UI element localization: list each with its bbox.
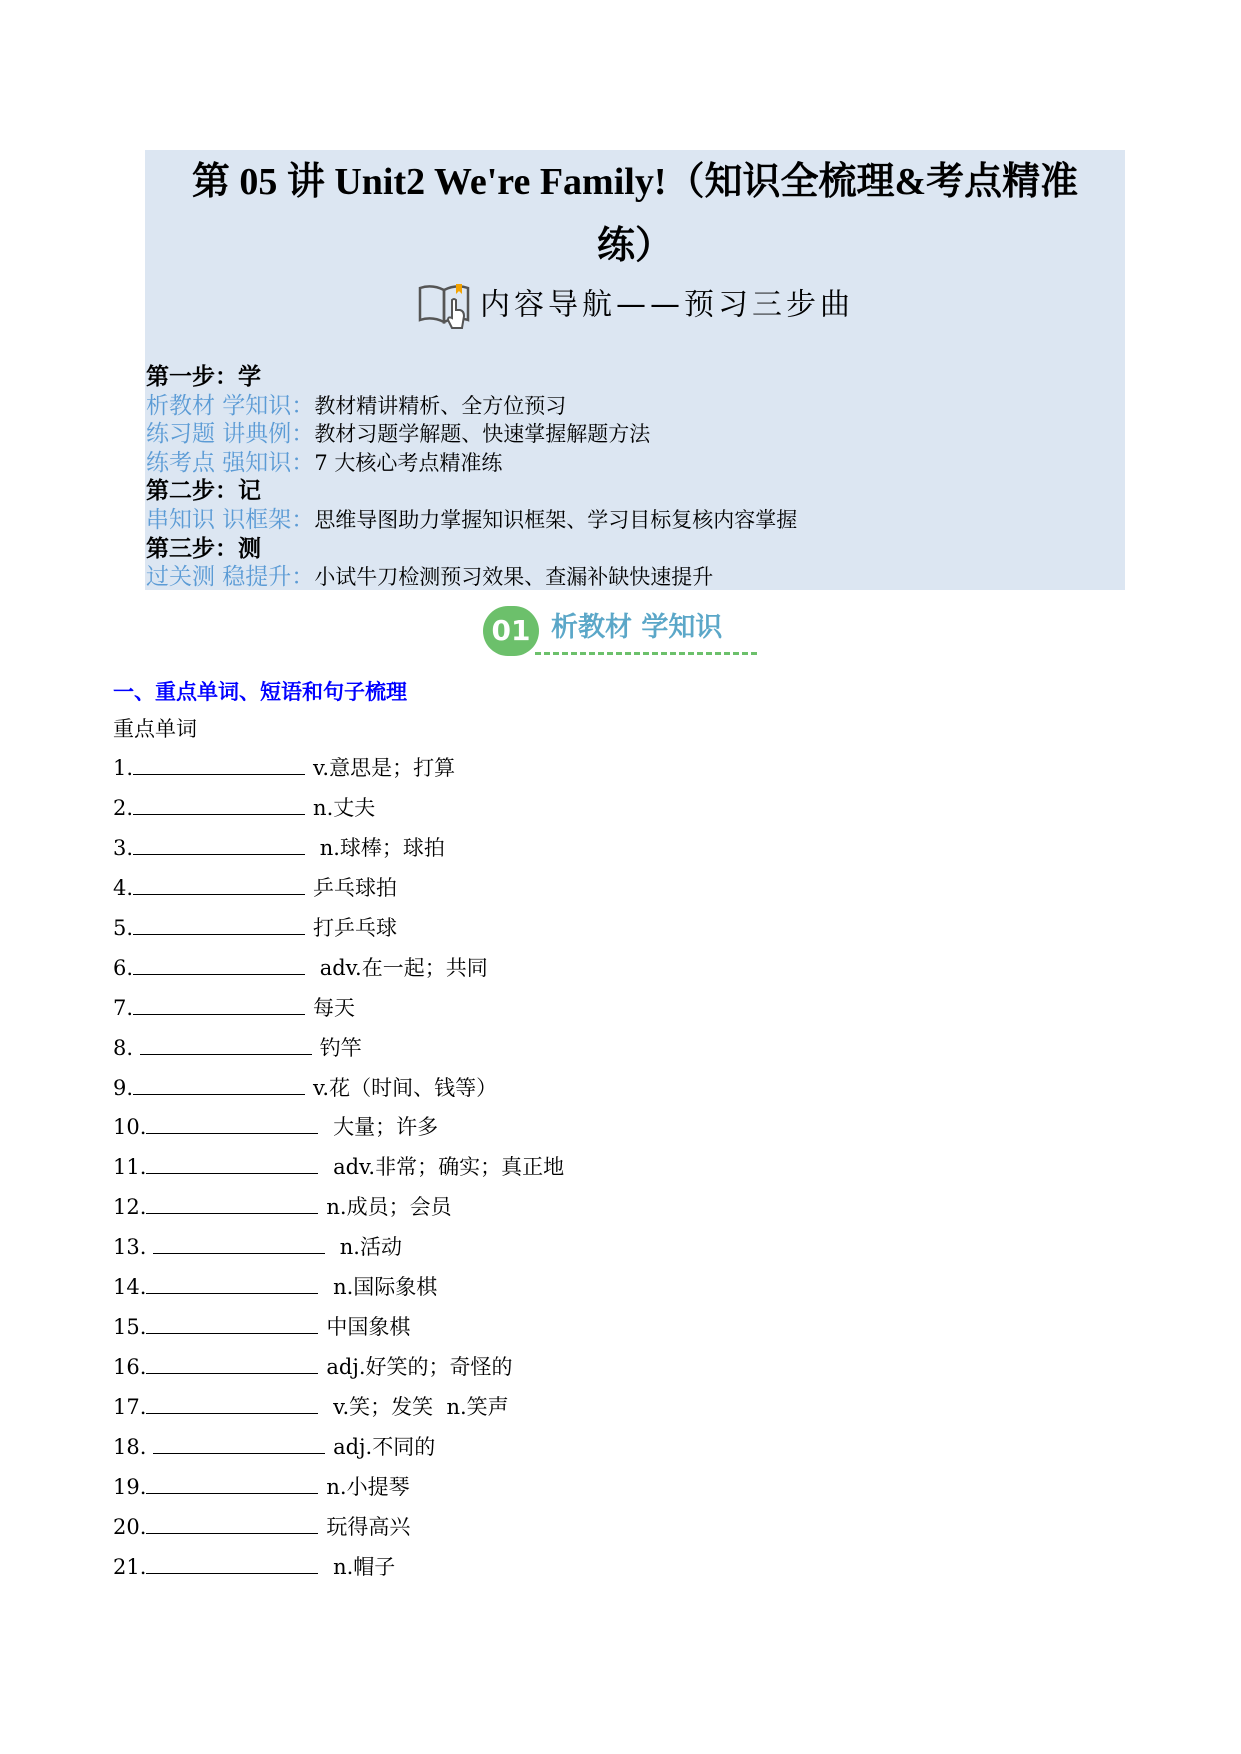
- answer-blank[interactable]: [146, 1471, 318, 1494]
- vocab-item: [113, 752, 564, 792]
- answer-blank[interactable]: [133, 952, 305, 975]
- answer-blank[interactable]: [133, 1072, 305, 1095]
- vocab-item: [113, 912, 564, 952]
- step-item-tag: 析教材 学知识：: [146, 392, 315, 419]
- vocab-number: 10.: [113, 1115, 147, 1140]
- step-item-text: 小试牛刀检测预习效果、查漏补缺快速提升: [314, 565, 714, 590]
- vocab-meaning: v.笑；发笑 n.笑声: [326, 1395, 509, 1419]
- vocab-item: [113, 1111, 564, 1151]
- answer-blank[interactable]: [146, 1391, 318, 1414]
- badge-number: 01: [483, 606, 539, 656]
- vocab-item: [113, 1351, 564, 1391]
- answer-blank[interactable]: [146, 1351, 318, 1374]
- answer-blank[interactable]: [133, 832, 305, 855]
- steps-list: [146, 363, 1116, 592]
- vocab-item: [113, 1271, 564, 1311]
- vocab-item: [113, 1471, 564, 1511]
- vocab-item: [113, 992, 564, 1032]
- vocab-number: 19.: [113, 1474, 147, 1499]
- vocab-meaning: 打乒乓球: [313, 915, 398, 940]
- section-title: 一、重点单词、短语和句子梳理: [113, 680, 407, 704]
- answer-blank[interactable]: [133, 992, 305, 1015]
- vocab-number: 21.: [113, 1554, 147, 1579]
- vocab-number: 3.: [113, 835, 134, 860]
- step-item-tag: 练习题 讲典例：: [146, 421, 315, 448]
- answer-blank[interactable]: [146, 1271, 318, 1294]
- vocab-meaning: n.小提琴: [326, 1474, 410, 1499]
- vocab-meaning: adj.不同的: [333, 1434, 436, 1459]
- step-item-text: 教材精讲精析、全方位预习: [314, 393, 567, 418]
- vocab-meaning: 钓竿: [319, 1035, 362, 1060]
- step-item: [146, 563, 1116, 592]
- answer-blank[interactable]: [140, 1032, 312, 1055]
- vocab-meaning: adv.在一起；共同: [313, 955, 488, 980]
- step-item: [146, 392, 1116, 421]
- vocab-number: 2.: [113, 795, 134, 820]
- vocab-meaning: 乒乓球拍: [313, 875, 398, 900]
- vocab-number: 11.: [113, 1155, 147, 1180]
- step-item-tag: 练考点 强知识：: [146, 449, 315, 476]
- answer-blank[interactable]: [146, 1111, 318, 1134]
- step-three-heading: 第三步：测: [146, 534, 261, 562]
- vocab-item: [113, 1311, 564, 1351]
- answer-blank[interactable]: [146, 1191, 318, 1214]
- vocab-number: 7.: [113, 995, 134, 1020]
- vocab-item: [113, 1072, 564, 1112]
- vocab-meaning: n.丈夫: [313, 795, 376, 820]
- vocab-number: 9.: [113, 1075, 134, 1100]
- vocab-number: 16.: [113, 1355, 147, 1380]
- book-pointer-icon: [416, 280, 474, 332]
- vocab-item: [113, 1431, 564, 1471]
- vocab-meaning: v.花（时间、钱等）: [313, 1075, 498, 1100]
- vocab-meaning: 每天: [313, 995, 356, 1020]
- vocab-item: [113, 872, 564, 912]
- step-item: [146, 449, 1116, 478]
- vocab-number: 17.: [113, 1395, 147, 1419]
- step-item: [146, 420, 1116, 449]
- vocab-number: 4.: [113, 875, 134, 900]
- step-item-text: 教材习题学解题、快速掌握解题方法: [314, 422, 651, 447]
- vocab-number: 6.: [113, 955, 134, 980]
- vocab-meaning: 大量；许多: [326, 1115, 439, 1140]
- vocab-meaning: n.国际象棋: [326, 1275, 438, 1300]
- badge-text: 析教材 学知识: [551, 612, 723, 643]
- step-one-heading: 第一步：学: [146, 363, 261, 390]
- vocab-list: [113, 752, 564, 1591]
- step-item-tag: 串知识 识框架：: [146, 506, 315, 533]
- answer-blank[interactable]: [146, 1551, 318, 1574]
- section-subtitle: 重点单词: [113, 717, 197, 741]
- vocab-meaning: n.活动: [333, 1235, 402, 1260]
- badge-underline: [535, 652, 757, 655]
- vocab-meaning: v.意思是；打算: [313, 756, 456, 780]
- answer-blank[interactable]: [133, 912, 305, 935]
- vocab-number: 14.: [113, 1275, 147, 1300]
- page-title-line2: 练）: [596, 225, 673, 267]
- vocab-number: 8.: [113, 1035, 140, 1060]
- vocab-item: [113, 792, 564, 832]
- page-title: [145, 150, 1125, 278]
- vocab-item: [113, 1231, 564, 1271]
- answer-blank[interactable]: [133, 872, 305, 895]
- vocab-number: 1.: [113, 756, 134, 780]
- vocab-number: 13.: [113, 1235, 154, 1260]
- answer-blank[interactable]: [146, 1311, 318, 1334]
- vocab-number: 18.: [113, 1434, 154, 1459]
- vocab-number: 5.: [113, 915, 134, 940]
- answer-blank[interactable]: [153, 1431, 325, 1454]
- nav-title-text: 内容导航——预习三步曲: [480, 287, 854, 323]
- vocab-item: [113, 1511, 564, 1551]
- vocab-item: [113, 1151, 564, 1191]
- vocab-item: [113, 952, 564, 992]
- vocab-meaning: adv.非常；确实；真正地: [326, 1155, 565, 1180]
- content-navigation-title: [145, 280, 1125, 332]
- answer-blank[interactable]: [133, 752, 305, 775]
- page-title-line1: 第 05 讲 Unit2 We're Family!（知识全梳理&考点精准: [191, 161, 1079, 203]
- vocab-item: [113, 832, 564, 872]
- vocab-number: 20.: [113, 1514, 147, 1539]
- step-item-text: 思维导图助力掌握知识框架、学习目标复核内容掌握: [314, 507, 798, 532]
- step-item-tag: 过关测 稳提升：: [146, 564, 315, 591]
- step-item-text: 7 大核心考点精准练: [314, 450, 503, 475]
- vocab-meaning: n.帽子: [326, 1554, 396, 1579]
- section-badge: [483, 600, 763, 660]
- vocab-number: 12.: [113, 1195, 147, 1220]
- answer-blank[interactable]: [146, 1151, 318, 1174]
- step-two-heading: 第二步：记: [146, 477, 261, 505]
- step-item: [146, 506, 1116, 535]
- answer-blank[interactable]: [153, 1231, 325, 1254]
- vocab-meaning: 中国象棋: [326, 1315, 411, 1340]
- answer-blank[interactable]: [146, 1511, 318, 1534]
- vocab-item: [113, 1551, 564, 1591]
- vocab-meaning: n.球棒；球拍: [313, 835, 445, 860]
- vocab-meaning: 玩得高兴: [326, 1514, 411, 1539]
- vocab-item: [113, 1191, 564, 1231]
- vocab-meaning: adj.好笑的；奇怪的: [326, 1355, 513, 1380]
- vocab-item: [113, 1032, 564, 1072]
- vocab-item: [113, 1391, 564, 1431]
- vocab-number: 15.: [113, 1315, 147, 1340]
- vocab-meaning: n.成员；会员: [326, 1195, 452, 1220]
- answer-blank[interactable]: [133, 792, 305, 815]
